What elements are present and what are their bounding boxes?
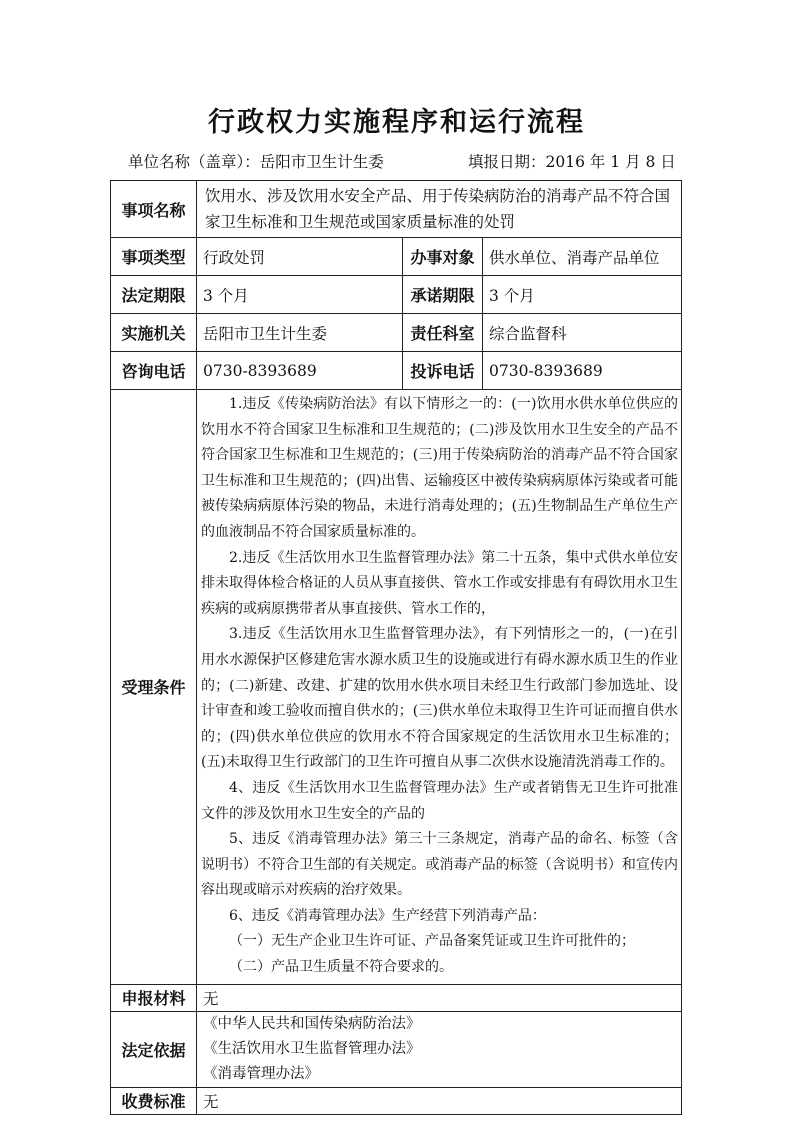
condition-paragraph: 2.违反《生活饮用水卫生监督管理办法》第二十五条，集中式供水单位安排未取得体检合格证的人员从事直接供、管水工作或安排患有有碍饮用水卫生疾病的或病原携带者从事直接供、管水工作的， bbox=[201, 549, 678, 617]
target-label: 办事对象 bbox=[403, 238, 483, 276]
fill-date: 填报日期：2016 年 1 月 8 日 bbox=[468, 153, 676, 171]
row-phone bbox=[111, 352, 682, 390]
complaint-phone-label: 投诉电话 bbox=[403, 352, 483, 390]
item-type-value: 行政处罚 bbox=[197, 238, 403, 276]
basis-item: 《消毒管理办法》 bbox=[203, 1065, 319, 1082]
legal-period-value: 3 个月 bbox=[197, 276, 403, 314]
basis-item: 《生活饮用水卫生监督管理办法》 bbox=[203, 1040, 421, 1057]
basis-item: 《中华人民共和国传染病防治法》 bbox=[203, 1015, 421, 1032]
row-materials bbox=[111, 984, 682, 1011]
condition-paragraph: 6、违反《消毒管理办法》生产经营下列消毒产品： bbox=[229, 907, 546, 924]
materials-value: 无 bbox=[197, 984, 682, 1011]
condition-paragraph: 3.违反《生活饮用水卫生监督管理办法》，有下列情形之一的，(一)在引用水水源保护区修建危害水源水质卫生的设施或进行有碍水源水质卫生的作业的；(二)新建、改建、扩建的饮用水供水项目未经卫生行政部门参加选址、设计审查和竣工验收而擅自供水的；(三)供水单位未取得卫生许可证而擅自供水的；(四)供水单位供应的饮用水不符合国家规定的生活饮用水卫生标准的；(五)未取得卫生行政部门的卫生许可擅自从事二次供水设施清洗消毒工作的。 bbox=[201, 626, 678, 771]
conditions-label: 受理条件 bbox=[111, 390, 197, 985]
conditions-text bbox=[197, 390, 682, 985]
fee-label: 收费标准 bbox=[111, 1087, 197, 1114]
promised-period-label: 承诺期限 bbox=[403, 276, 483, 314]
row-fee bbox=[111, 1087, 682, 1114]
condition-paragraph: 1.违反《传染病防治法》有以下情形之一的：(一)饮用水供水单位供应的饮用水不符合国家卫生标准和卫生规范的；(二)涉及饮用水卫生安全的产品不符合国家卫生标准和卫生规范的；(三)用于传染病防治的消毒产品不符合国家卫生标准和卫生规范的；(四)出售、运输疫区中被传染病病原体污染或者可能被传染病病原体污染的物品，未进行消毒处理的；(五)生物制品生产单位生产的血液制品不符合国家质量标准的。 bbox=[201, 396, 678, 540]
promised-period-value: 3 个月 bbox=[483, 276, 682, 314]
page-title: 行政权力实施程序和运行流程 bbox=[208, 107, 585, 138]
complaint-phone-value: 0730-8393689 bbox=[483, 352, 682, 390]
condition-paragraph: 5、违反《消毒管理办法》第三十三条规定，消毒产品的命名、标签（含说明书）不符合卫生部的有关规定。或消毒产品的标签（含说明书）和宣传内容出现或暗示对疾病的治疗效果。 bbox=[201, 831, 678, 899]
row-agency bbox=[111, 314, 682, 352]
target-value: 供水单位、消毒产品单位 bbox=[483, 238, 682, 276]
item-type-label: 事项类型 bbox=[111, 238, 197, 276]
condition-paragraph: （二）产品卫生质量不符合要求的。 bbox=[229, 959, 453, 976]
materials-label: 申报材料 bbox=[111, 984, 197, 1011]
dept-label: 责任科室 bbox=[403, 314, 483, 352]
row-conditions bbox=[111, 390, 682, 985]
condition-paragraph: 4、违反《生活饮用水卫生监督管理办法》生产或者销售无卫生许可批准文件的涉及饮用水卫生安全的产品的 bbox=[201, 779, 678, 822]
item-name-label: 事项名称 bbox=[111, 181, 197, 238]
agency-value: 岳阳市卫生计生委 bbox=[197, 314, 403, 352]
dept-value: 综合监督科 bbox=[483, 314, 682, 352]
agency-label: 实施机关 bbox=[111, 314, 197, 352]
unit-name: 单位名称（盖章）：岳阳市卫生计生委 bbox=[128, 153, 384, 171]
basis-label: 法定依据 bbox=[111, 1011, 197, 1087]
legal-period-label: 法定期限 bbox=[111, 276, 197, 314]
phone-value: 0730-8393689 bbox=[197, 352, 403, 390]
item-name-value: 饮用水、涉及饮用水安全产品、用于传染病防治的消毒产品不符合国家卫生标准和卫生规范或国家质量标准的处罚 bbox=[197, 181, 682, 238]
row-period bbox=[111, 276, 682, 314]
procedure-form-table bbox=[110, 180, 682, 1115]
row-basis bbox=[111, 1011, 682, 1087]
condition-paragraph: （一）无生产企业卫生许可证、产品备案凭证或卫生许可批件的； bbox=[229, 933, 635, 950]
row-item-name bbox=[111, 181, 682, 238]
row-item-type bbox=[111, 238, 682, 276]
phone-label: 咨询电话 bbox=[111, 352, 197, 390]
fee-value: 无 bbox=[197, 1087, 682, 1114]
basis-list bbox=[197, 1011, 682, 1087]
